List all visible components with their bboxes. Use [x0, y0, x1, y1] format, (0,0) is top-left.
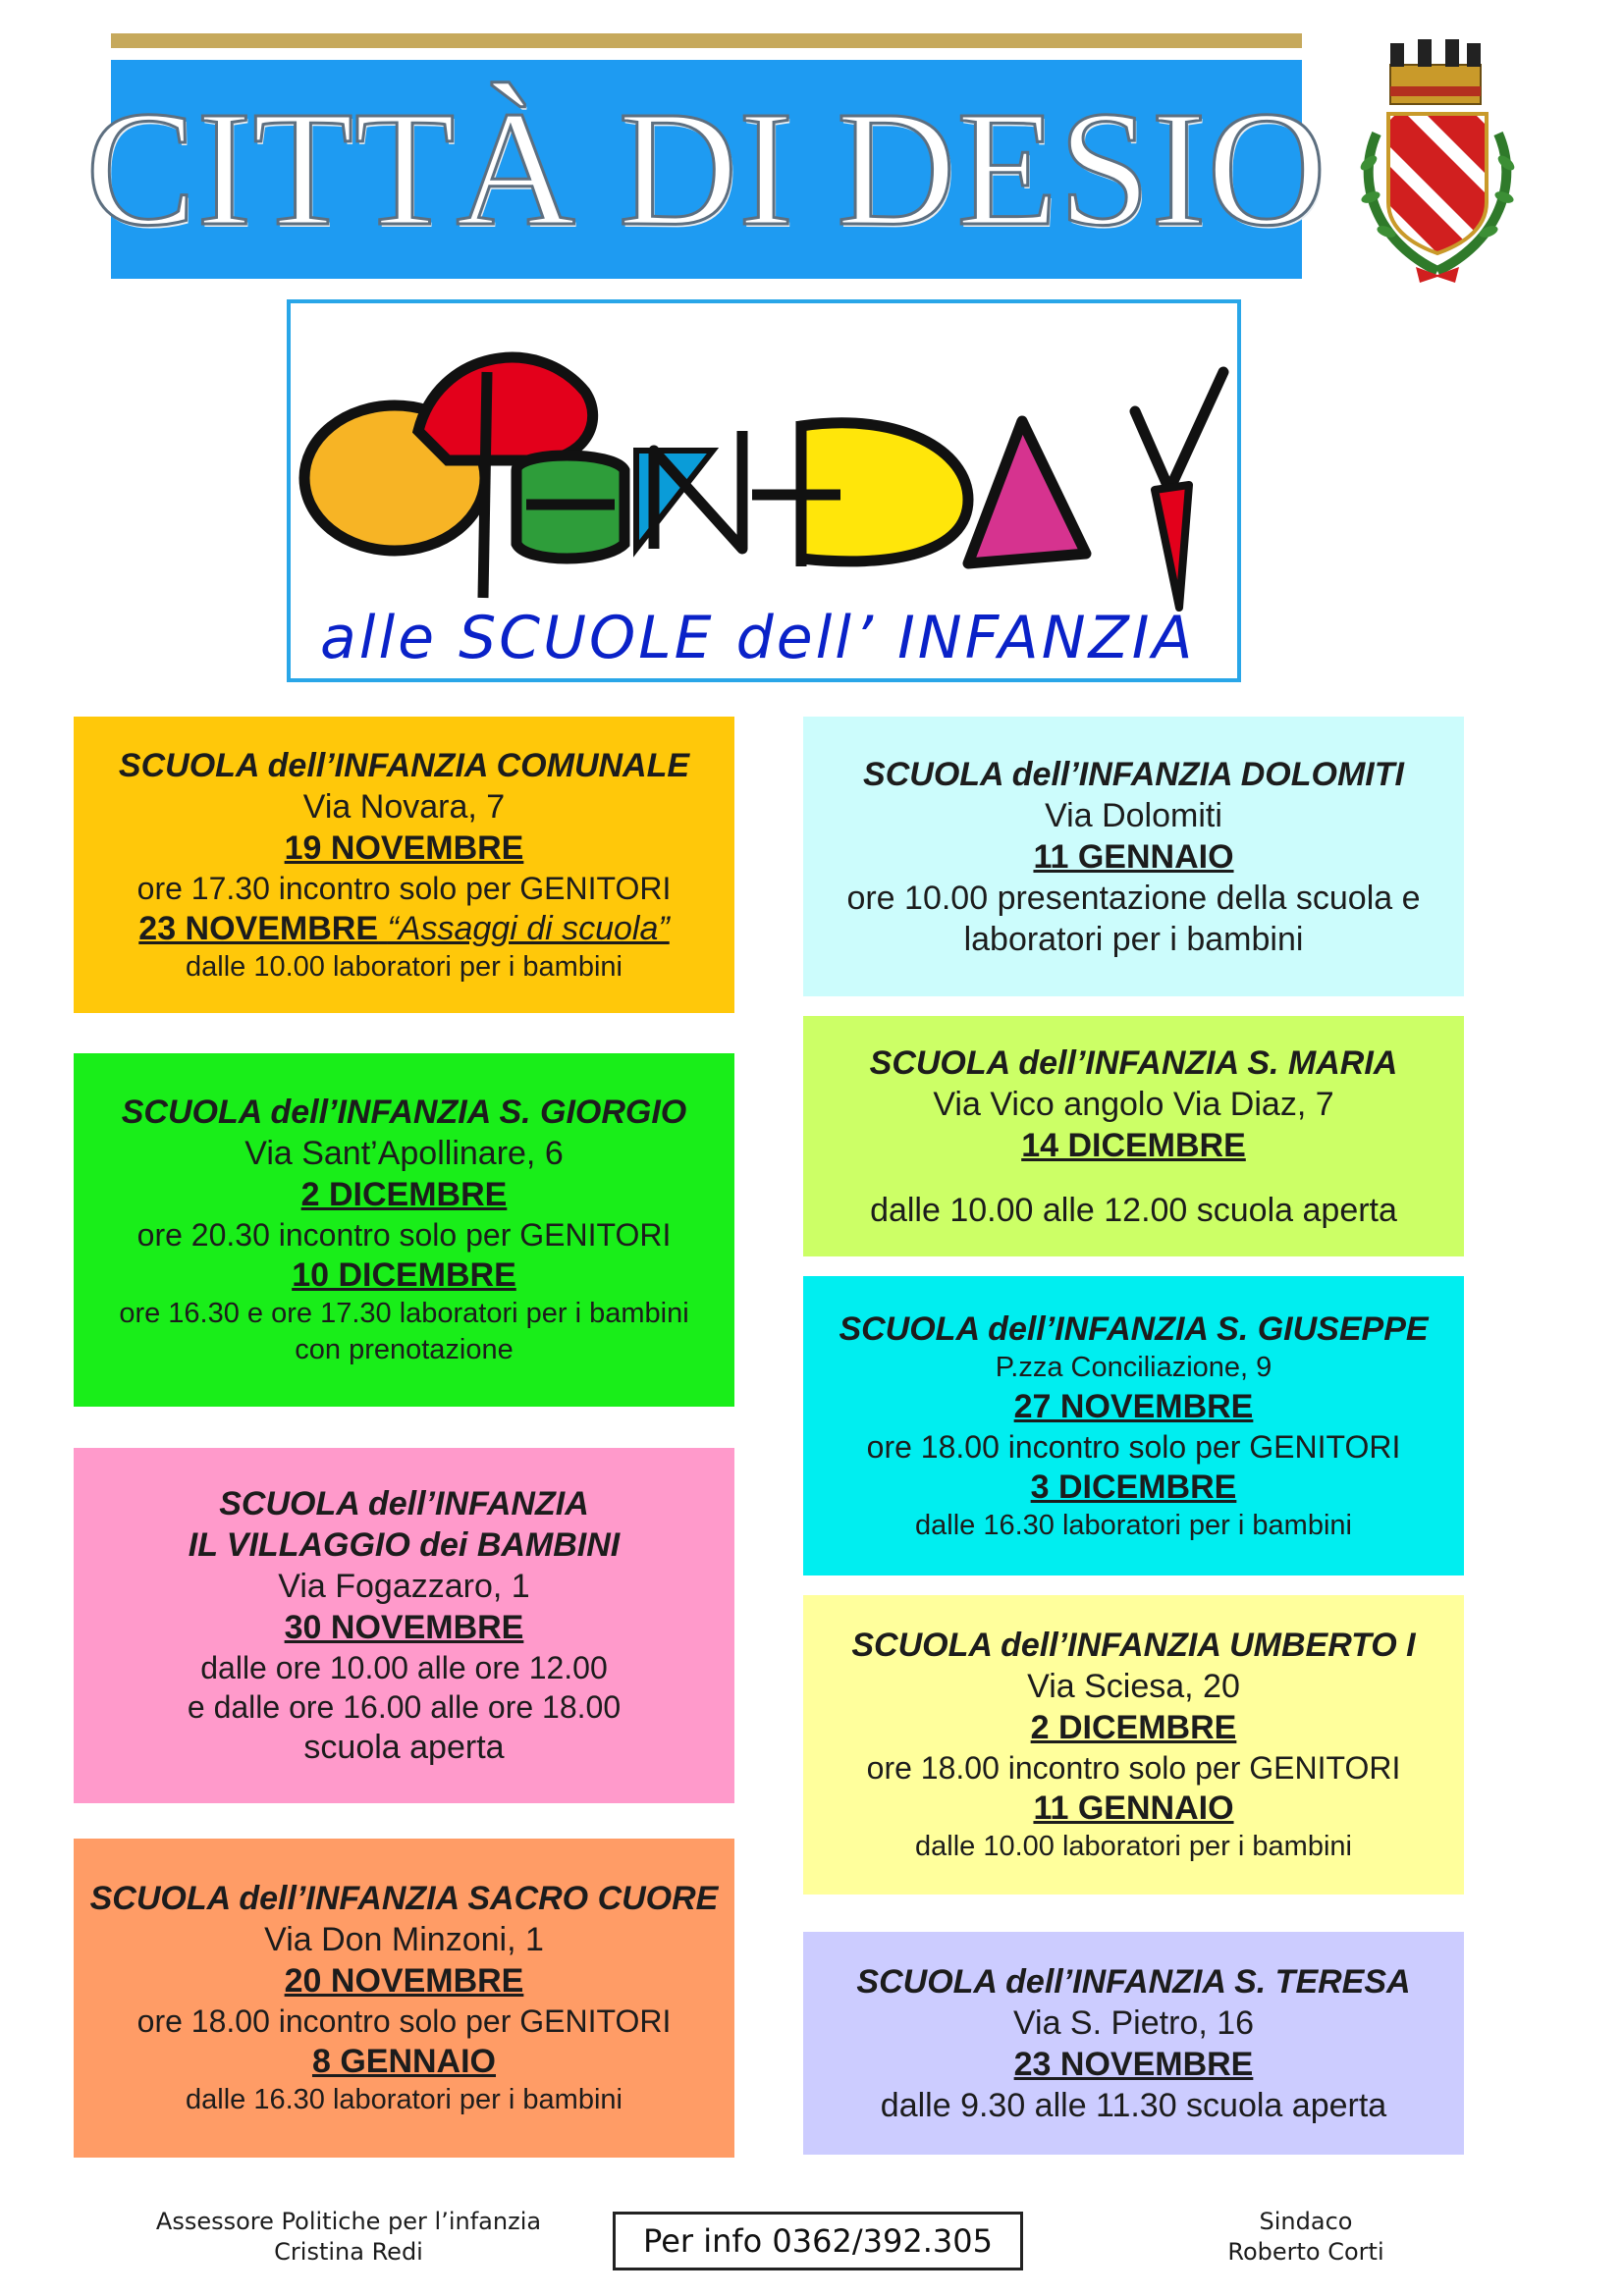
school-note: ore 20.30 incontro solo per GENITORI — [136, 1217, 672, 1253]
school-date — [138, 909, 670, 947]
info-phone: Per info 0362/392.305 — [643, 2222, 993, 2260]
school-card-villaggio — [74, 1448, 734, 1803]
school-note: ore 17.30 incontro solo per GENITORI — [136, 870, 672, 906]
school-address: Via Fogazzaro, 1 — [278, 1568, 530, 1605]
school-name: SCUOLA dell’INFANZIA COMUNALE — [118, 746, 690, 784]
school-note: dalle 10.00 laboratori per i bambini — [915, 1831, 1352, 1862]
school-name: SCUOLA dell’INFANZIA — [219, 1485, 589, 1522]
school-address: Via Novara, 7 — [302, 787, 506, 826]
school-card-sacro-cuore — [74, 1839, 734, 2158]
footer-assessore-name: Cristina Redi — [274, 2238, 423, 2267]
school-card-s-maria — [803, 1016, 1464, 1256]
school-address: Via Sciesa, 20 — [1027, 1668, 1240, 1705]
open-day-logo-box — [287, 299, 1241, 682]
school-note: e dalle ore 16.00 alle ore 18.00 — [187, 1689, 622, 1725]
school-date: 20 NOVEMBRE — [284, 1962, 524, 2000]
school-note: dalle ore 10.00 alle ore 12.00 — [200, 1650, 608, 1685]
school-date: 30 NOVEMBRE — [284, 1609, 524, 1646]
school-card-s-teresa — [803, 1932, 1464, 2155]
school-name: SCUOLA dell’INFANZIA S. TERESA — [856, 1962, 1411, 2001]
school-note: ore 18.00 incontro solo per GENITORI — [866, 1428, 1401, 1465]
school-note: ore 18.00 incontro solo per GENITORI — [136, 2003, 672, 2039]
footer-sindaco — [1178, 2207, 1434, 2268]
school-date: 11 GENNAIO — [1033, 837, 1234, 876]
school-date: 8 GENNAIO — [311, 2043, 497, 2080]
school-card-s-giuseppe — [803, 1276, 1464, 1575]
school-address: Via S. Pietro, 16 — [1012, 2003, 1255, 2042]
school-name: SCUOLA dell’INFANZIA SACRO CUORE — [89, 1880, 719, 1917]
school-card-umberto — [803, 1595, 1464, 1895]
school-address: Via Dolomiti — [1045, 796, 1222, 834]
school-date: 19 NOVEMBRE — [284, 828, 524, 867]
city-title-banner — [85, 60, 1327, 279]
school-note: dalle 10.00 laboratori per i bambini — [186, 950, 623, 983]
header-gold-rule — [111, 33, 1302, 48]
school-name: SCUOLA dell’INFANZIA S. GIORGIO — [121, 1094, 687, 1131]
info-phone-box — [613, 2212, 1023, 2270]
school-name: SCUOLA dell’INFANZIA DOLOMITI — [863, 755, 1404, 793]
school-address: Via Sant’Apollinare, 6 — [244, 1135, 564, 1172]
school-address: Via Vico angolo Via Diaz, 7 — [933, 1085, 1334, 1123]
school-card-dolomiti — [803, 717, 1464, 996]
school-date: 2 DICEMBRE — [1030, 1709, 1237, 1746]
school-date: 23 NOVEMBRE — [1013, 2045, 1254, 2083]
school-card-s-giorgio — [74, 1053, 734, 1407]
city-title: CITTÀ DI DESIO — [85, 78, 1327, 260]
school-name: SCUOLA dell’INFANZIA UMBERTO I — [851, 1627, 1416, 1664]
school-name: SCUOLA dell’INFANZIA S. MARIA — [869, 1043, 1398, 1082]
footer-assessore-role: Assessore Politiche per l’infanzia — [155, 2208, 542, 2235]
school-address: Via Don Minzoni, 1 — [264, 1921, 544, 1958]
school-note: dalle 9.30 alle 11.30 scuola aperta — [880, 2086, 1387, 2124]
school-note: ore 18.00 incontro solo per GENITORI — [866, 1750, 1401, 1786]
footer-assessore — [118, 2207, 579, 2268]
school-name: IL VILLAGGIO dei BAMBINI — [188, 1526, 621, 1564]
city-crest-icon — [1347, 35, 1528, 291]
school-note: con prenotazione — [295, 1334, 514, 1365]
school-date-extra: “Assaggi di scuola” — [387, 909, 670, 947]
school-date: 10 DICEMBRE — [292, 1256, 516, 1294]
school-note: ore 10.00 presentazione della scuola e — [846, 879, 1421, 917]
school-address: P.zza Conciliazione, 9 — [995, 1351, 1272, 1383]
school-note: laboratori per i bambini — [963, 920, 1304, 958]
school-date: 27 NOVEMBRE — [1013, 1387, 1254, 1425]
footer-sindaco-name: Roberto Corti — [1227, 2238, 1384, 2267]
school-name: SCUOLA dell’INFANZIA S. GIUSEPPE — [839, 1309, 1429, 1348]
school-note: scuola aperta — [303, 1729, 505, 1766]
school-card-comunale — [74, 717, 734, 1013]
school-date: 3 DICEMBRE — [1030, 1468, 1237, 1506]
school-note: dalle 10.00 alle 12.00 scuola aperta — [870, 1191, 1397, 1229]
footer-sindaco-role: Sindaco — [1259, 2208, 1353, 2235]
school-date: 2 DICEMBRE — [300, 1176, 508, 1213]
school-note: ore 16.30 e ore 17.30 laboratori per i bambini — [119, 1298, 689, 1329]
school-date: 14 DICEMBRE — [1021, 1126, 1246, 1164]
school-date: 11 GENNAIO — [1033, 1789, 1234, 1827]
school-note: dalle 16.30 laboratori per i bambini — [186, 2084, 623, 2115]
school-date-label: 23 NOVEMBRE — [138, 909, 379, 947]
school-note: dalle 16.30 laboratori per i bambini — [915, 1509, 1352, 1541]
open-day-subtitle: alle SCUOLE dell’ INFANZIA — [320, 604, 1196, 672]
